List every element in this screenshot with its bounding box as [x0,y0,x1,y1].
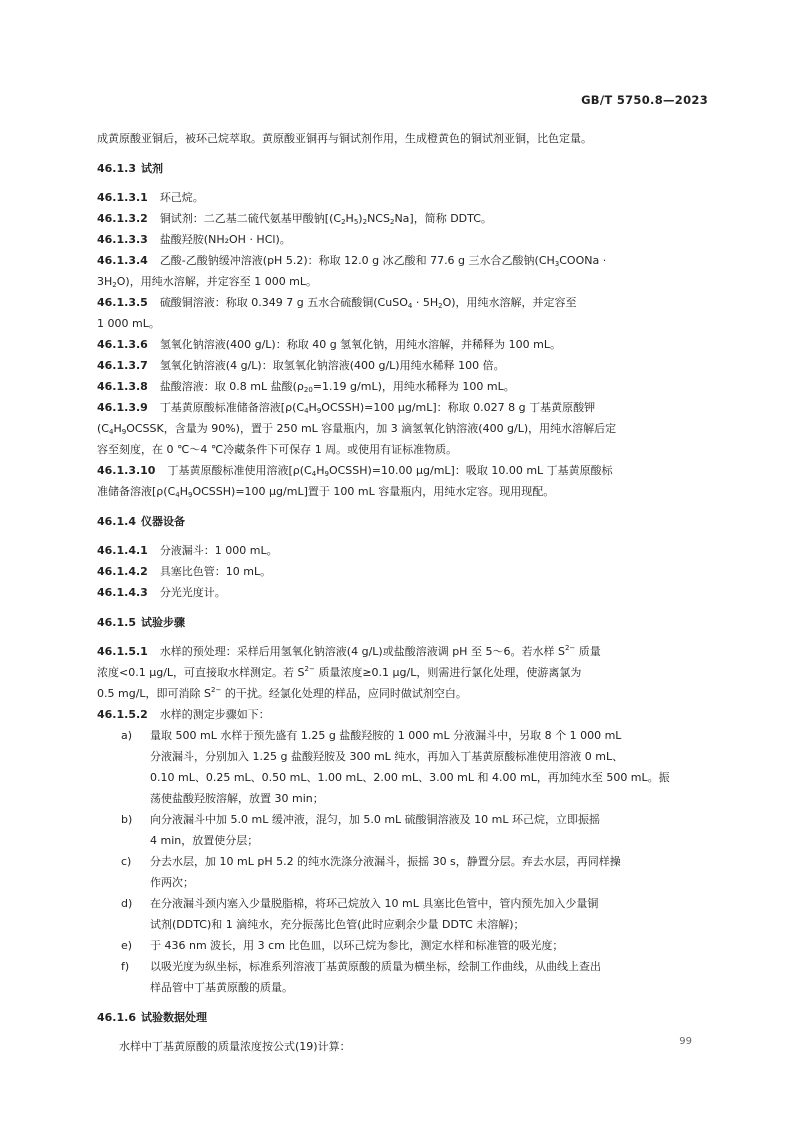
section-number: 46.1.3 [97,162,136,175]
clause-text: 水样的测定步骤如下： [159,708,270,721]
reagent-item: 46.1.3.8 盐酸溶液：取 0.8 mL 盐酸($\rho_{20}=1.19$ g/mL)，用纯水稀释为 100 mL。 [97,380,515,394]
section-number: 46.1.4 [97,515,136,528]
intro-paragraph: 成黄原酸亚铜后，被环己烷萃取。黄原酸亚铜再与铜试剂作用，生成橙黄色的铜试剂亚铜，比色定量。 [97,132,592,145]
clause-text: OCSSH)=100 μg/mL]：称取 0.027 8 g 丁基黄原酸钾 [321,401,596,414]
reagent-item [97,355,697,376]
clause-text: 质量浓度≥0.1 μg/L，则需进行氯化处理，使游离氯为 [318,666,582,679]
step-text-line: 以吸光度为纵坐标，标准系列溶液丁基黄原酸的质量为横坐标，绘制工作曲线，从曲线上查出 [150,960,601,973]
procedure-step [97,935,697,956]
step-text-line: 荡使盐酸羟胺溶解，放置 30 min； [150,792,324,805]
document-body [97,128,697,1057]
clause-text: COONa · [559,254,607,267]
procedure-steps-list [97,725,697,998]
reagent-item: 46.1.3.4 乙酸-乙酸钠缓冲溶液(pH 5.2)：称取 12.0 g 冰乙酸和 77.6 g 三水合乙酸钠($CH_3COONa$ · $3H_2O$)，用纯水溶解，并定容至 1 000 mL。 [97,254,607,289]
step-label: f) [121,960,130,973]
clause-text: H [345,212,354,225]
clause-number: 46.1.3.1 [97,191,148,204]
clause-text: 丁基黄原酸标准使用溶液[ρ(C [167,464,312,477]
clause-text: =1.19 g/mL)，用纯水稀释为 100 mL。 [312,380,515,393]
clause-text: H [179,485,188,498]
clause-number: 46.1.3.8 [97,380,148,393]
section-number: 46.1.5 [97,616,136,629]
clause-text: 丁基黄原酸标准储备溶液[ρ(C [159,401,305,414]
section-data-processing-heading [97,1007,697,1028]
clause-text: Na]，简称 DDTC。 [394,212,492,225]
step-label: a) [121,729,133,742]
clause-text: 浓度<0.1 μg/L，可直接取水样测定。若 S [97,666,305,679]
section-title: 试验数据处理 [141,1011,207,1024]
clause-text: 具塞比色管：10 mL。 [159,565,272,578]
clause-text: 3H [97,275,113,288]
reagent-item: 46.1.3.2 铜试剂：二乙基二硫代氨基甲酸钠$[(C_2H_5)_2NCS_2Na]$，简称 DDTC。 [97,212,492,226]
charge-superscript: 2− [564,644,576,652]
equipment-item [97,582,697,603]
clause-text: 0.5 mg/L，即可消除 S [97,687,212,700]
equipment-item [97,540,697,561]
clause-number: 46.1.3.9 [97,401,148,414]
clause-text: 盐酸羟胺(NH₂OH · HCl)。 [159,233,291,246]
reagent-item [97,229,697,250]
clause-text: H [113,422,122,435]
step-text-line: 0.10 mL、0.25 mL、0.50 mL、1.00 mL、2.00 mL、3.00 mL 和 4.00 mL，再加纯水至 500 mL。振 [150,771,670,784]
clause-text: 水样的预处理：采样后用氢氧化钠溶液(4 g/L)或盐酸溶液调 pH 至 5～6。若水样 S [159,645,565,658]
clause-text: 准储备溶液[ρ(C [97,485,176,498]
step-label: e) [121,939,133,952]
clause-text: ) [358,212,363,225]
section-title: 试剂 [141,162,163,175]
reagent-item [97,334,697,355]
clause-text: 的干扰。经氯化处理的样品，应同时做试剂空白。 [224,687,467,700]
clause-text: 环己烷。 [159,191,204,204]
clause-text: O)，用纯水溶解，并定容至 [442,296,577,309]
step-text-line: 4 min，放置使分层； [150,834,259,847]
clause-number: 46.1.3.10 [97,464,156,477]
clause-number: 46.1.5.2 [97,708,148,721]
procedure-step [97,725,697,809]
step-text-line: 分去水层，加 10 mL pH 5.2 的纯水洗涤分液漏斗，振摇 30 s，静置分层。弃去水层，再同样操 [150,855,621,868]
charge-superscript: 2− [304,665,315,673]
equipment-item [97,561,697,582]
clause-number: 46.1.4.3 [97,586,148,599]
reagent-item: 46.1.3.9 丁基黄原酸标准储备溶液[$\rho(C_4H_9OCSSH)=100$ μg/mL]：称取 0.027 8 g 丁基黄原酸钾 ($C_4H_9OCSSK$，含量为 90%)，置于 250 mL 容量瓶内，加 3 滴氢氧化钠溶液(400 g/L)，用纯水溶解后定 容至刻度，在 0 ℃～4 ℃冷藏条件下可保存 1 周。或使用有证标准物质。 [97,401,617,456]
clause-number: 46.1.3.4 [97,254,148,267]
procedure-step [97,809,697,851]
procedure-step [97,893,697,935]
section-equipment-heading [97,511,697,532]
clause-text: 分光光度计。 [159,586,226,599]
clause-text: 质量 [578,645,601,658]
clause-text: 盐酸溶液：取 0.8 mL 盐酸(ρ [159,380,304,393]
clause-text: NCS [367,212,390,225]
step-text-line: 向分液漏斗中加 5.0 mL 缓冲液，混匀，加 5.0 mL 硫酸铜溶液及 10 mL 环己烷，立即振摇 [150,813,600,826]
procedure-step [97,851,697,893]
clause-number: 46.1.3.2 [97,212,148,225]
procedure-item [97,704,697,725]
charge-superscript: 2− [211,686,222,694]
data-processing-text: 水样中丁基黄原酸的质量浓度按公式(19)计算： [119,1040,351,1053]
clause-text: 硫酸铜溶液：称取 0.349 7 g 五水合硫酸铜(CuSO [159,296,408,309]
clause-text: OCSSK，含量为 90%)，置于 250 mL 容量瓶内，加 3 滴氢氧化钠溶液(400 g/L)，用纯水溶解后定 [126,422,617,435]
section-title: 仪器设备 [141,515,185,528]
clause-number: 46.1.5.1 [97,645,148,658]
clause-text: H [316,464,325,477]
clause-text: 氢氧化钠溶液(400 g/L)：称取 40 g 氢氧化钠，用纯水溶解，并稀释为 100 mL。 [159,338,562,351]
step-label: b) [121,813,133,826]
step-text-line: 分液漏斗，分别加入 1.25 g 盐酸羟胺及 300 mL 纯水，再加入丁基黄原酸标准使用溶液 0 mL、 [150,750,624,763]
clause-number: 46.1.3.6 [97,338,148,351]
reagent-item: 46.1.3.10 丁基黄原酸标准使用溶液[$\rho(C_4H_9OCSSH)=10.00$ μg/mL]：吸取 10.00 mL 丁基黄原酸标 准储备溶液[$\rho(C_4H_9OCSSH)=100$ μg/mL]置于 100 mL 容量瓶内，用纯水定容。现用现配。 [97,464,613,499]
clause-text: 分液漏斗：1 000 mL。 [159,544,278,557]
standard-number: GB/T 5750.8—2023 [581,93,708,107]
clause-number: 46.1.3.3 [97,233,148,246]
clause-number: 46.1.3.7 [97,359,148,372]
step-text-line: 样品管中丁基黄原酸的质量。 [150,981,293,994]
section-procedure-heading [97,612,697,633]
step-text-line: 试剂(DDTC)和 1 滴纯水，充分振荡比色管(此时应剩余少量 DDTC 未溶解)； [150,918,525,931]
step-label: c) [121,855,132,868]
step-text-line: 量取 500 mL 水样于预先盛有 1.25 g 盐酸羟胺的 1 000 mL 分液漏斗中，另取 8 个 1 000 mL [150,729,622,742]
section-reagents-heading [97,158,697,179]
step-text-line: 作两次； [150,876,194,889]
reagent-item [97,187,697,208]
step-label: d) [121,897,133,910]
clause-number: 46.1.3.5 [97,296,148,309]
step-text-line: 于 436 nm 波长，用 3 cm 比色皿，以环己烷为参比，测定水样和标准管的吸光度； [150,939,564,952]
clause-text: 氢氧化钠溶液(4 g/L)：取氢氧化钠溶液(400 g/L)用纯水稀释 100 倍。 [159,359,505,372]
clause-text: · 5H [412,296,439,309]
clause-text: (C [97,422,109,435]
clause-text: 乙酸-乙酸钠缓冲溶液(pH 5.2)：称取 12.0 g 冰乙酸和 77.6 g 三水合乙酸钠(CH [159,254,555,267]
clause-text: OCSSH)=10.00 μg/mL]：吸取 10.00 mL 丁基黄原酸标 [328,464,613,477]
clause-text: OCSSH)=100 μg/mL]置于 100 mL 容量瓶内，用纯水定容。现用现配。 [192,485,555,498]
procedure-step [97,956,697,998]
clause-text: H [308,401,317,414]
clause-text: 1 000 mL。 [97,317,160,330]
clause-text: 铜试剂：二乙基二硫代氨基甲酸钠[(C [159,212,342,225]
clause-number: 46.1.4.1 [97,544,148,557]
reagent-item: 46.1.3.5 硫酸铜溶液：称取 0.349 7 g 五水合硫酸铜(CuSO$_4$ · $5H_2O$)，用纯水溶解，并定容至 1 000 mL。 [97,296,577,330]
clause-text: 容至刻度，在 0 ℃～4 ℃冷藏条件下可保存 1 周。或使用有证标准物质。 [97,443,458,456]
clause-number: 46.1.4.2 [97,565,148,578]
section-number: 46.1.6 [97,1011,136,1024]
section-title: 试验步骤 [141,616,185,629]
page-number: 99 [679,1036,692,1047]
procedure-item [97,641,697,704]
step-text-line: 在分液漏斗颈内塞入少量脱脂棉，将环己烷放入 10 mL 具塞比色管中，管内预先加入少量铜 [150,897,599,910]
clause-text: O)，用纯水溶解，并定容至 1 000 mL。 [116,275,318,288]
